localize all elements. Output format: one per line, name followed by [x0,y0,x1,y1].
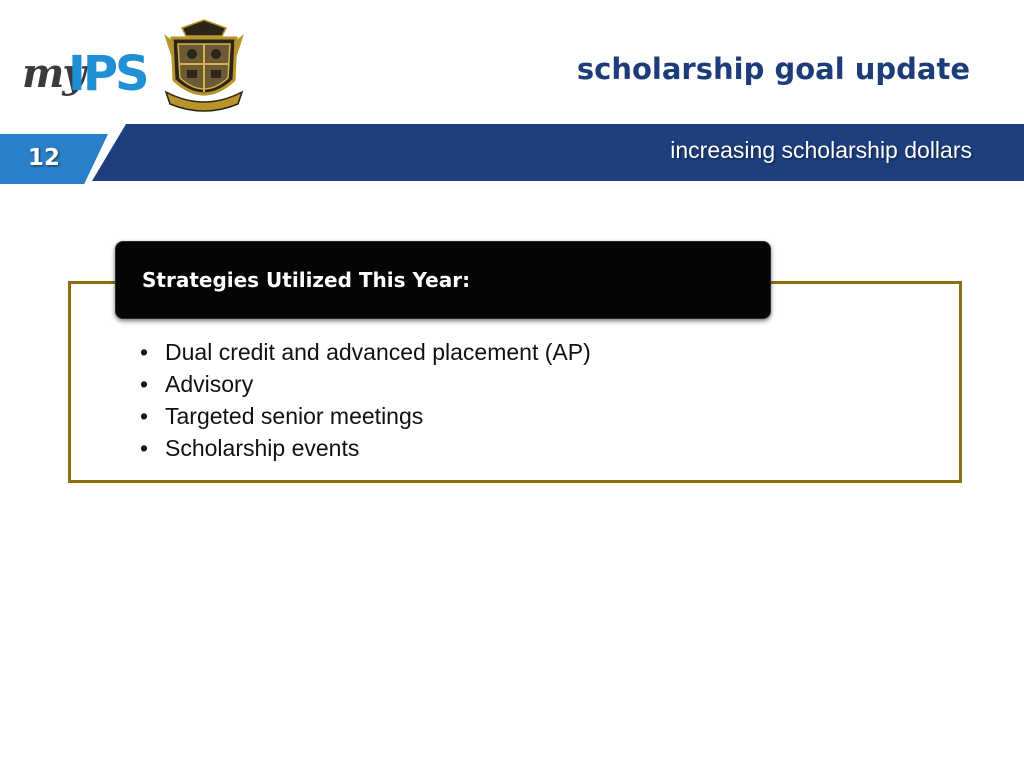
logo-my-text: my [22,50,84,97]
page-title: scholarship goal update [576,52,970,86]
strategies-header [115,241,771,319]
school-crest-icon [162,18,246,114]
list-item: • Targeted senior meetings [140,400,591,432]
list-item: • Advisory [140,368,591,400]
strategies-list [140,336,591,464]
strategies-header-text: Strategies Utilized This Year: [142,268,471,292]
list-item: • Dual credit and advanced placement (AP) [140,336,591,368]
page-subtitle: increasing scholarship dollars [670,137,972,163]
slide-number: 12 [28,145,61,171]
list-item: • Scholarship events [140,432,591,464]
logo-ips-text: IPS [68,46,147,102]
